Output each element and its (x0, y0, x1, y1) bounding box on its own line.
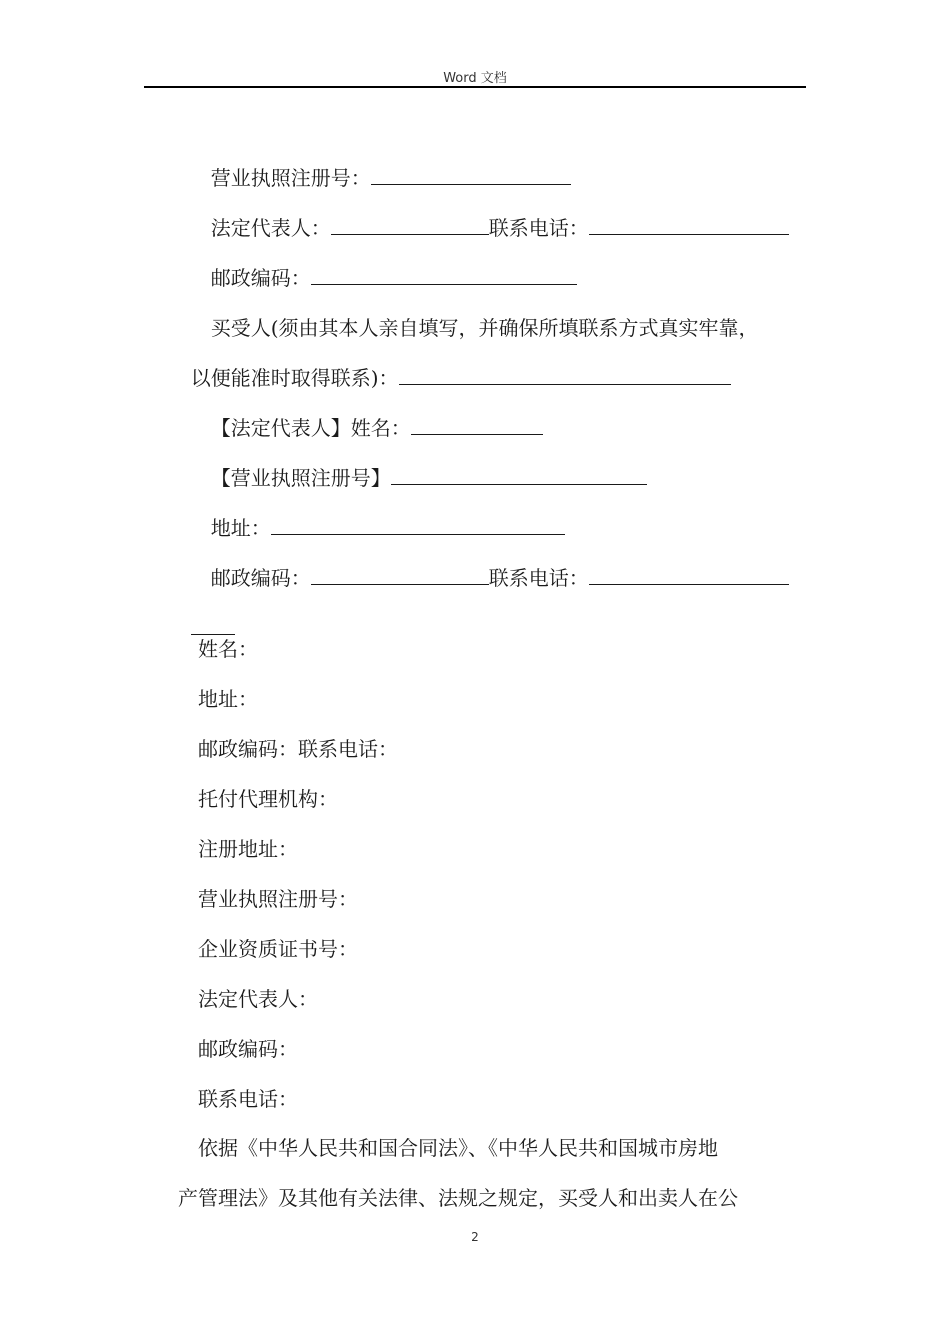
phone-blank-continuation (191, 616, 235, 635)
agency-legal-rep-label: 法定代表人： (198, 987, 318, 1011)
legal-basis-line-1 (198, 1134, 718, 1162)
phone-blank (589, 216, 789, 235)
license-number-line (198, 436, 647, 492)
document-header-title: Word 文档 (443, 71, 507, 86)
registered-address-line (198, 835, 298, 863)
buyer-intro-text: 买受人(须由其本人亲自填写，并确保所填联系方式真实牢靠， (210, 316, 759, 340)
license-number-label: 【营业执照注册号】 (210, 466, 391, 490)
postal-phone-line-2 (198, 735, 398, 763)
buyer-contact-label: 以便能准时取得联系)： (190, 366, 399, 390)
business-license-label: 营业执照注册号： (210, 166, 371, 190)
postal-code-blank-2 (311, 566, 489, 585)
agency-line (198, 785, 338, 813)
address-label: 地址： (210, 516, 271, 540)
legal-rep-blank (331, 216, 489, 235)
phone-label: 联系电话： (488, 216, 589, 240)
buyer-contact-line (178, 336, 731, 392)
address-line (198, 486, 565, 542)
business-license-line (198, 136, 571, 192)
legal-rep-label: 法定代表人： (210, 216, 331, 240)
postal-phone-label: 邮政编码：联系电话： (198, 737, 398, 761)
phone-continuation-line (178, 586, 235, 642)
agency-phone-label: 联系电话： (198, 1087, 298, 1111)
name-label: 姓名： (198, 637, 258, 661)
agency-phone-line (198, 1085, 298, 1113)
postal-phone-line (198, 536, 789, 592)
address-blank (271, 516, 565, 535)
agency-postal-label: 邮政编码： (198, 1037, 298, 1061)
legal-basis-text-2: 产管理法》及其他有关法律、法规之规定，买受人和出卖人在公 (178, 1186, 738, 1210)
license-number-blank (391, 466, 647, 485)
legal-basis-text-1: 依据《中华人民共和国合同法》、《中华人民共和国城市房地 (198, 1136, 718, 1160)
qualification-label: 企业资质证书号： (198, 937, 358, 961)
agency-postal-line (198, 1035, 298, 1063)
name-line (198, 635, 258, 663)
legal-rep-name-blank (411, 416, 543, 435)
business-license-blank (371, 166, 571, 185)
address-line-2 (198, 685, 258, 713)
phone-blank-2 (589, 566, 789, 585)
agency-legal-rep-line (198, 985, 318, 1013)
postal-code-blank (311, 266, 577, 285)
legal-basis-line-2 (178, 1184, 738, 1212)
buyer-contact-blank (399, 366, 731, 385)
buyer-intro-line (198, 286, 759, 342)
page-number: 2 (471, 1230, 479, 1244)
agency-label: 托付代理机构： (198, 787, 338, 811)
legal-rep-name-label: 【法定代表人】姓名： (210, 416, 411, 440)
postal-code-label: 邮政编码： (210, 266, 311, 290)
phone-label-2: 联系电话： (488, 566, 589, 590)
postal-code-line (198, 236, 577, 292)
legal-rep-name-line (198, 386, 543, 442)
postal-code-label-2: 邮政编码： (210, 566, 311, 590)
registered-address-label: 注册地址： (198, 837, 298, 861)
header-divider (144, 86, 806, 88)
agency-license-label: 营业执照注册号： (198, 887, 358, 911)
qualification-line (198, 935, 358, 963)
address-label-2: 地址： (198, 687, 258, 711)
agency-license-line (198, 885, 358, 913)
legal-rep-phone-line (198, 186, 789, 242)
